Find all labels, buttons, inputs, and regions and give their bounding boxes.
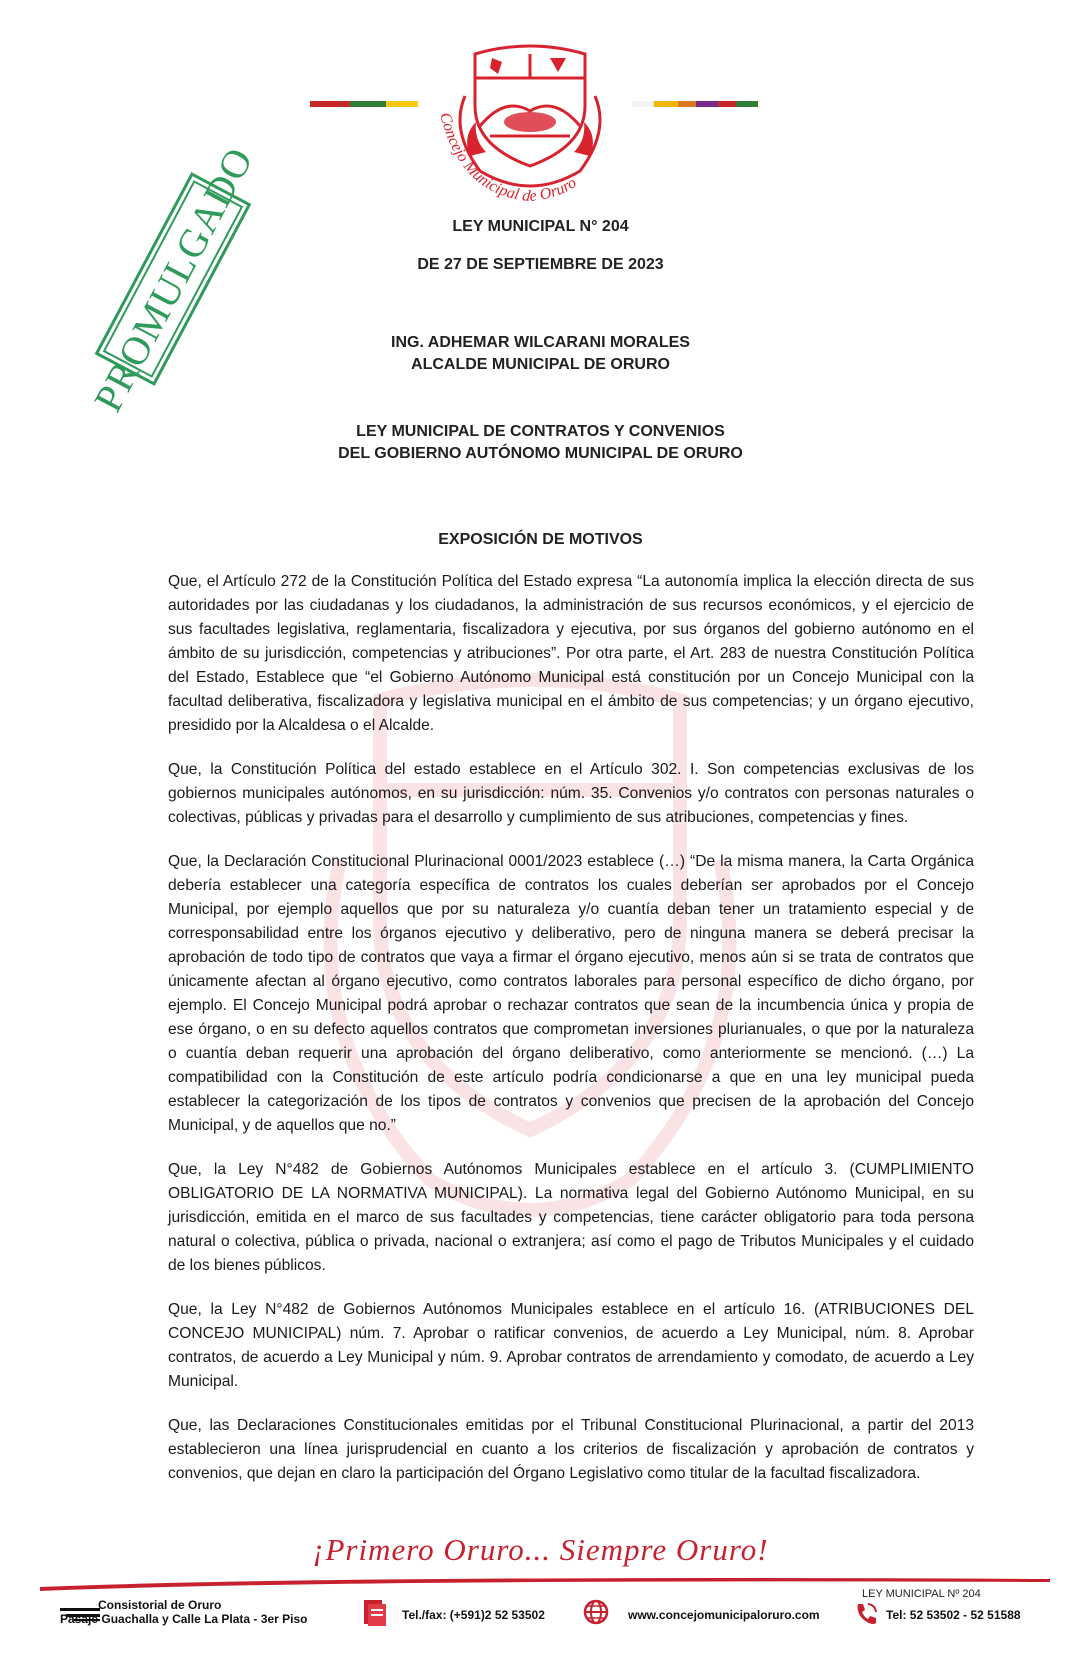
law-title-line2: DEL GOBIERNO AUTÓNOMO MUNICIPAL DE ORURO — [338, 445, 743, 462]
flag-bar-left — [310, 101, 418, 107]
signer-role: ALCALDE MUNICIPAL DE ORURO — [411, 356, 670, 373]
signer-name: ING. ADHEMAR WILCARANI MORALES — [391, 334, 690, 351]
flag-bar-right — [632, 101, 758, 107]
phone-icon — [852, 1600, 880, 1628]
paragraph: Que, la Ley N°482 de Gobiernos Autónomos Municipales establece en el artículo 3. (CUMPLIMIENTO OBLIGATORIO DE LA NORMATIVA MUNICIPAL). La normativa legal del Gobierno Autónomo Municipal, en su jurisdicción, emitida en el marco de sus facultades y competencias, tiene carácter obligatorio para toda persona natural o colectiva, pública o privada, nacional o extranjera; así como el pago de Tributos Municipales y el cuidado de los bienes públicos. — [168, 1161, 974, 1274]
exposition-body — [168, 570, 974, 1506]
paragraph: Que, la Ley N°482 de Gobiernos Autónomos Municipales establece en el artículo 16. (ATRIBUCIONES DEL CONCEJO MUNICIPAL) núm. 7. Aprobar o ratificar convenios, de acuerdo a Ley Municipal, núm. 8. Aprobar contratos, de acuerdo a Ley Municipal y núm. 9. Aprobar contratos de arrendamiento y comodato, de acuerdo a Ley Municipal. — [168, 1301, 974, 1390]
footer-telfax: Tel./fax: (+591)2 52 53502 — [402, 1608, 545, 1622]
municipal-crest-logo — [420, 36, 640, 211]
paragraph: Que, el Artículo 272 de la Constitución Política del Estado expresa “La autonomía implica la elección directa de sus autoridades por las ciudadanas y los ciudadanos, la administración de sus recursos económicos, y el ejercicio de sus facultades legislativa, reglamentaria, fiscalizadora y ejecutiva, por sus órganos del gobierno autónomo en el ámbito de su jurisdicción, competencias y atribuciones”. Por otra parte, el Art. 283 de nuestra Constitución Política del Estado, Establece que “el Gobierno Autónomo Municipal está constitución por un Concejo Municipal con la facultad deliberativa, fiscalizadora y legislativa municipal en el ámbito de sus competencias; y un órgano ejecutivo, presidido por la Alcaldesa o el Alcalde. — [168, 573, 974, 734]
footer-address — [60, 1598, 320, 1626]
law-title-line1: LEY MUNICIPAL DE CONTRATOS Y CONVENIOS — [356, 423, 725, 440]
address-line2: Pasaje Guachalla y Calle La Plata - 3er Piso — [60, 1612, 308, 1626]
document-icon — [362, 1598, 388, 1628]
footer-law-ref: LEY MUNICIPAL Nº 204 — [862, 1588, 981, 1600]
crest-arc-text: Concejo Municipal de Oruro — [436, 110, 580, 206]
promulgado-stamp: PROMULGADO — [84, 139, 262, 419]
globe-icon — [582, 1598, 610, 1626]
paragraph: Que, las Declaraciones Constitucionales emitidas por el Tribunal Constitucional Plurinacional, a partir del 2013 establecieron una línea jurisprudencial en cuanto a los criterios de fiscalización y aprobación de contratos y convenios, que dejan en claro la participación del Órgano Legislativo como titular de la facultad fiscalizadora. — [168, 1417, 974, 1482]
paragraph: Que, la Constitución Política del estado establece en el Artículo 302. I. Son competencias exclusivas de los gobiernos municipales autónomos, en su jurisdicción: núm. 35. Convenios y/o contratos con personas naturales o colectivas, públicas y privadas para el desarrollo y cumplimiento de sus atribuciones, competencias y fines. — [168, 761, 974, 826]
paragraph: Que, la Declaración Constitucional Plurinacional 0001/2023 establece (…) “De la misma manera, la Carta Orgánica debería establecer una categoría específica de contratos los cuales deberían ser aprobados por el Concejo Municipal, por ejemplo aquellos que por su naturaleza y/o cuantía deban tener un tratamiento especial y de corresponsabilidad entre los órganos ejecutivo y deliberativo, pero de ninguna manera se deberá precisar la aprobación de todo tipo de contratos que vaya a firmar el órgano ejecutivo, menos aún si se trata de contratos que únicamente afectan al órgano ejecutivo, como contratos laborales para personal específico de dicho órgano, por ejemplo. El Concejo Municipal podrá aprobar o rechazar contratos que sean de la incumbencia única y propia de ese órgano, o en su defecto aquellos contratos que comprometan inversiones plurianuales, o que por la naturaleza o cuantía deban requerir una aprobación del órgano deliberativo, como anteriormente se mencionó. (…) La compatibilidad con la Constitución de este artículo podría condicionarse a que en una ley municipal pueda establecer la categorización de los tipos de contratos y convenios que precisen de la aprobación del Concejo Municipal, y de aquellos que no.” — [168, 853, 974, 1134]
footer-phones: Tel: 52 53502 - 52 51588 — [886, 1608, 1021, 1622]
footer-slogan: ¡Primero Oruro... Siempre Oruro! — [312, 1532, 769, 1567]
law-date: DE 27 DE SEPTIEMBRE DE 2023 — [417, 256, 664, 273]
section-heading: EXPOSICIÓN DE MOTIVOS — [438, 531, 643, 548]
footer-website[interactable]: www.concejomunicipaloruro.com — [628, 1608, 820, 1622]
law-number: LEY MUNICIPAL N° 204 — [452, 218, 629, 235]
address-line1: Consistorial de Oruro — [98, 1598, 222, 1612]
